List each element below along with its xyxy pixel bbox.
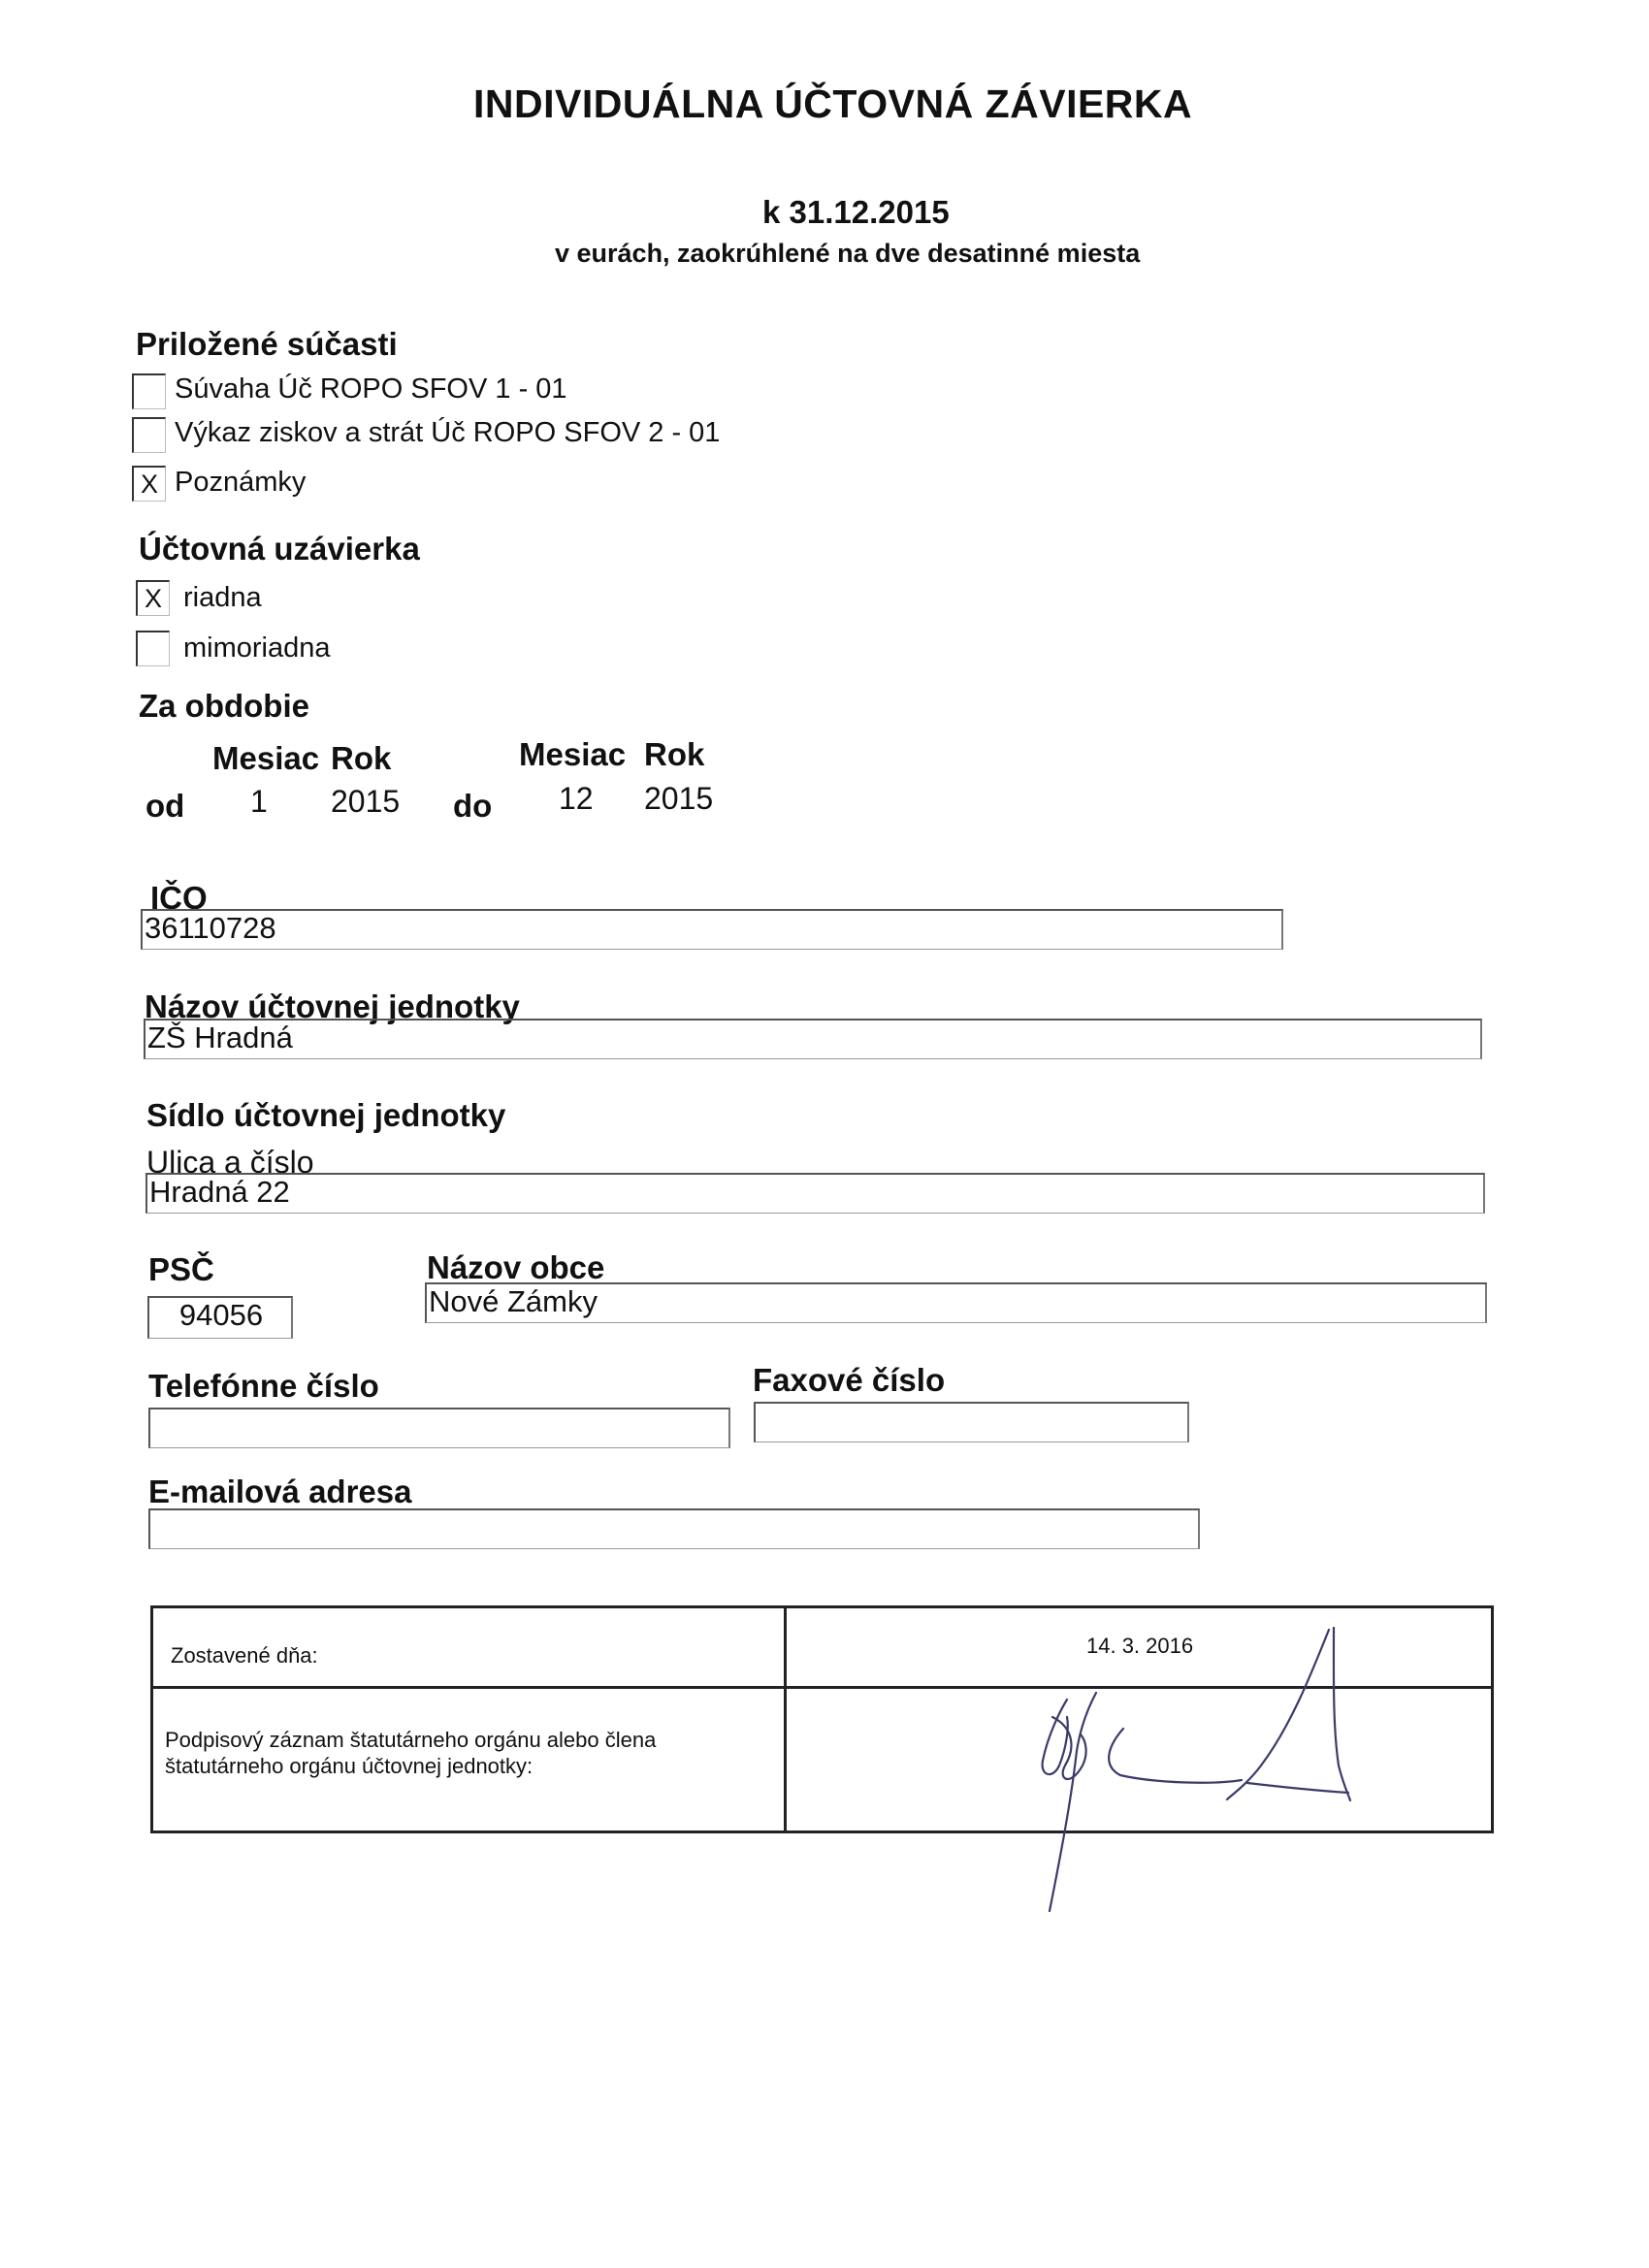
- street-field[interactable]: Hradná 22: [146, 1173, 1485, 1214]
- closing-heading: Účtovná uzávierka: [139, 531, 420, 567]
- psc-label: PSČ: [148, 1251, 214, 1287]
- compiled-label: Zostavené dňa:: [171, 1643, 318, 1668]
- city-label: Názov obce: [427, 1249, 605, 1285]
- report-date: k 31.12.2015: [762, 194, 950, 230]
- checkbox-balance-sheet[interactable]: [132, 373, 166, 409]
- fax-field[interactable]: [754, 1402, 1189, 1442]
- ico-label: IČO: [150, 880, 208, 916]
- email-label: E-mailová adresa: [148, 1474, 412, 1509]
- from-year-label: Rok: [331, 740, 392, 776]
- from-label: od: [146, 788, 185, 824]
- phone-label: Telefónne číslo: [148, 1368, 379, 1404]
- signature-table-divider: [784, 1608, 787, 1831]
- email-field[interactable]: [148, 1508, 1200, 1549]
- checkbox-notes[interactable]: X: [132, 466, 166, 502]
- city-field[interactable]: Nové Zámky: [425, 1282, 1487, 1323]
- from-year-value: 2015: [331, 784, 401, 819]
- period-heading: Za obdobie: [139, 688, 309, 724]
- handwritten-signature: [999, 1620, 1368, 1940]
- fax-label: Faxové číslo: [753, 1362, 946, 1398]
- checkbox-profit-loss[interactable]: [132, 417, 166, 453]
- label-profit-loss: Výkaz ziskov a strát Úč ROPO SFOV 2 - 01: [175, 417, 721, 448]
- label-regular: riadna: [183, 582, 262, 613]
- sign-label-line1: Podpisový záznam štatutárneho orgánu alebo člena: [165, 1728, 657, 1752]
- entity-name-label: Názov účtovnej jednotky: [145, 988, 520, 1024]
- to-month-value: 12: [559, 781, 594, 816]
- label-extraordinary: mimoriadna: [183, 632, 331, 664]
- phone-field[interactable]: [148, 1408, 730, 1448]
- to-month-label: Mesiac: [519, 736, 627, 772]
- label-notes: Poznámky: [175, 467, 307, 498]
- from-month-value: 1: [250, 784, 268, 819]
- compiled-date: 14. 3. 2016: [1086, 1634, 1194, 1658]
- document-title: INDIVIDUÁLNA ÚČTOVNÁ ZÁVIERKA: [473, 81, 1193, 126]
- psc-field[interactable]: 94056: [147, 1296, 293, 1339]
- ico-field[interactable]: 36110728: [141, 909, 1283, 950]
- checkbox-regular[interactable]: X: [136, 580, 170, 616]
- attached-heading: Priložené súčasti: [136, 326, 398, 362]
- street-label: Ulica a číslo: [146, 1145, 314, 1180]
- to-year-label: Rok: [644, 736, 705, 772]
- currency-note: v eurách, zaokrúhlené na dve desatinné miesta: [555, 239, 1141, 268]
- label-balance-sheet: Súvaha Úč ROPO SFOV 1 - 01: [175, 373, 567, 405]
- sign-label-line2: štatutárneho orgánu účtovnej jednotky:: [165, 1754, 534, 1778]
- entity-name-field[interactable]: ZŠ Hradná: [144, 1019, 1482, 1059]
- seat-label: Sídlo účtovnej jednotky: [146, 1097, 506, 1133]
- from-month-label: Mesiac: [212, 740, 320, 776]
- to-year-value: 2015: [644, 781, 714, 816]
- to-label: do: [453, 788, 493, 824]
- checkbox-extraordinary[interactable]: [136, 631, 170, 666]
